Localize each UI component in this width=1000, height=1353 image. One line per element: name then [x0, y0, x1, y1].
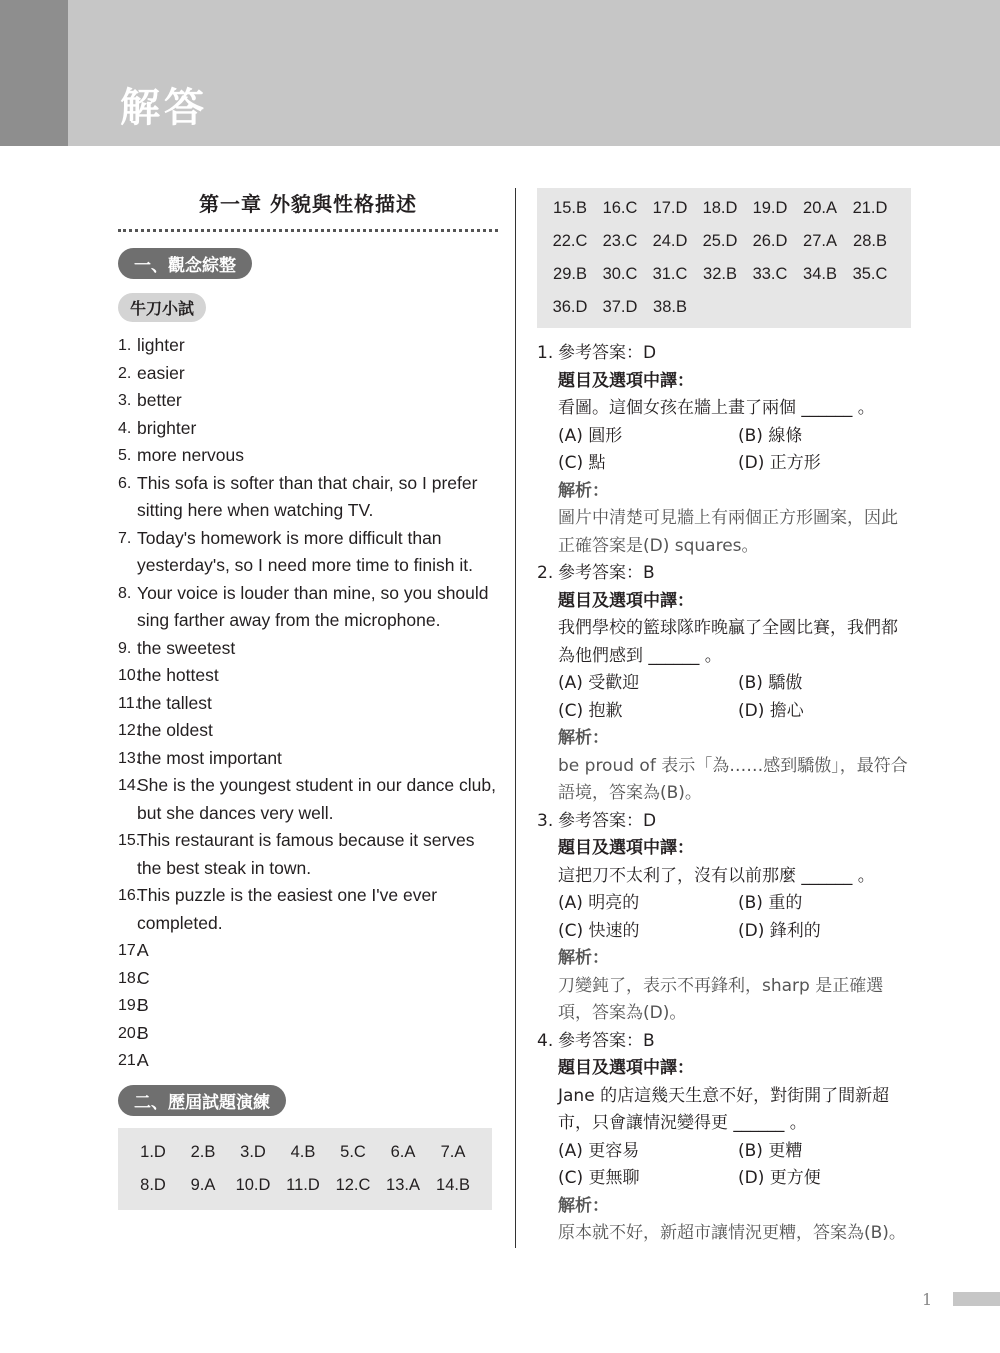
question-number: 3. — [537, 810, 554, 831]
option: (D) 擔心 — [738, 700, 804, 721]
past-answer-cell: 5.C — [340, 1142, 366, 1161]
past-answer-cell: 24.D — [652, 232, 688, 250]
answer-item — [118, 470, 498, 525]
answer-number: 15. — [118, 832, 141, 849]
page-title: 解答 — [120, 85, 208, 131]
answer-item — [118, 827, 498, 882]
explanation-label: 解析： — [558, 948, 609, 968]
past-answer-cell: 31.C — [652, 265, 688, 283]
option: (A) 受歡迎 — [558, 673, 640, 693]
answer-text: This puzzle is the easiest one I've ever completed. — [137, 885, 438, 933]
past-answer-cell: 22.C — [552, 232, 588, 250]
answer-item — [118, 937, 498, 965]
option: (C) 快速的 — [558, 920, 640, 941]
past-answer-cell: 13.A — [386, 1175, 420, 1194]
answer-line: 參考答案：B — [558, 563, 655, 583]
explanation-label: 解析： — [558, 480, 609, 501]
option: (B) 線條 — [738, 425, 803, 446]
option: (C) 更無聊 — [558, 1168, 640, 1188]
answer-text: the oldest — [137, 720, 213, 740]
translation-label: 題目及選項中譯： — [558, 1058, 694, 1078]
answer-item — [118, 415, 498, 443]
question-number: 4. — [537, 1030, 554, 1051]
explanation-text: 原本就不好，新超市讓情況更糟，答案為(B)。 — [558, 1223, 906, 1243]
answer-text: C — [137, 967, 150, 988]
answer-item — [118, 332, 498, 360]
answer-text: Today's homework is more difficult than yesterday's, so I need more time to finish it. — [137, 527, 473, 575]
question-block — [537, 808, 912, 1028]
answer-text: B — [137, 1022, 149, 1043]
section-1-label: 一、觀念綜整 — [118, 248, 252, 279]
past-answer-cell: 14.B — [436, 1175, 470, 1194]
answer-text: A — [137, 940, 149, 960]
past-answer-cell: 35.C — [852, 265, 888, 283]
header-tab — [0, 0, 68, 146]
option: (C) 點 — [558, 453, 606, 473]
option: (B) 重的 — [738, 893, 803, 913]
question-translation: 看圖。這個女孩在牆上畫了兩個 ______ 。 — [558, 398, 875, 418]
answer-number: 8. — [118, 584, 132, 602]
answer-item — [118, 690, 498, 718]
answer-item — [118, 745, 498, 773]
option: (D) 正方形 — [738, 453, 821, 473]
past-answer-cell: 32.B — [703, 265, 737, 283]
past-answers-grid-right — [537, 188, 911, 328]
chapter-title: 第一章 外貌與性格描述 — [199, 192, 417, 216]
answer-text: She is the youngest student in our dance club, but she dances very well. — [137, 775, 496, 823]
past-answer-cell: 1.D — [140, 1142, 166, 1161]
translation-label: 題目及選項中譯： — [558, 370, 694, 391]
answer-list — [118, 332, 498, 1075]
option: (D) 更方便 — [738, 1168, 821, 1188]
explanation-text: 圖片中清楚可見牆上有兩個正方形圖案，因此正確答案是(D) squares。 — [558, 508, 898, 556]
column-divider — [515, 188, 516, 1248]
question-translation: 這把刀不太利了，沒有以前那麼 ______ 。 — [558, 865, 875, 886]
answer-text: the hottest — [137, 665, 219, 685]
question-block — [537, 340, 912, 560]
left-column — [118, 180, 498, 1210]
answer-item — [118, 580, 498, 635]
answer-number: 18. — [118, 969, 141, 987]
option: (B) 更糟 — [738, 1140, 803, 1161]
answer-text: brighter — [137, 417, 197, 438]
question-block — [537, 560, 912, 808]
question-translation: 我們學校的籃球隊昨晚贏了全國比賽，我們都為他們感到 ______ 。 — [558, 618, 898, 666]
question-number: 1. — [537, 343, 554, 363]
answer-item — [118, 1020, 498, 1048]
past-answer-cell: 4.B — [290, 1142, 316, 1161]
answer-number: 4. — [118, 419, 132, 437]
past-answer-cell: 7.A — [440, 1142, 466, 1161]
answer-text: the sweetest — [137, 637, 236, 658]
answer-number: 3. — [118, 392, 132, 409]
answer-number: 5. — [118, 447, 132, 464]
past-answer-cell: 38.B — [653, 298, 687, 316]
explanation-text: 刀變鈍了，表示不再鋒利，sharp 是正確選項，答案為(D)。 — [558, 975, 884, 1023]
question-explanations — [537, 340, 912, 1248]
explanation-label: 解析： — [558, 728, 609, 748]
answer-text: lighter — [137, 335, 185, 355]
answer-text: the most important — [137, 747, 282, 768]
answer-item — [118, 717, 498, 745]
past-answer-cell: 37.D — [602, 298, 638, 316]
answer-text: This sofa is softer than that chair, so I prefer sitting here when watching TV. — [137, 472, 478, 520]
question-number: 2. — [537, 563, 554, 583]
answer-item — [118, 442, 498, 470]
answer-line: 參考答案：D — [558, 810, 657, 831]
answer-number: 19. — [118, 997, 141, 1014]
option: (C) 抱歉 — [558, 700, 623, 721]
answer-item — [118, 662, 498, 690]
past-answer-cell: 27.A — [803, 232, 837, 250]
answer-line: 參考答案：D — [558, 343, 657, 363]
answer-item — [118, 387, 498, 415]
answer-number: 12. — [118, 722, 141, 739]
past-answer-cell: 34.B — [803, 265, 837, 283]
answer-number: 11. — [118, 694, 140, 712]
explanation-text: be proud of 表示「為……感到驕傲」，最符合語境，答案為(B)。 — [558, 755, 908, 803]
section-2-label: 二、歷屆試題演練 — [118, 1085, 286, 1116]
explanation-label: 解析： — [558, 1195, 609, 1216]
answer-number: 6. — [118, 474, 132, 492]
past-answer-cell: 29.B — [553, 265, 587, 283]
right-column — [537, 188, 912, 1248]
answer-text: better — [137, 390, 182, 410]
answer-number: 13. — [118, 749, 141, 767]
past-answer-cell: 8.D — [140, 1175, 166, 1194]
past-answer-cell: 33.C — [752, 265, 788, 283]
answer-item — [118, 1047, 498, 1075]
answer-text: easier — [137, 362, 185, 383]
past-answer-cell: 20.A — [803, 199, 837, 217]
answer-number: 10. — [118, 667, 141, 684]
answer-number: 17. — [118, 942, 141, 959]
translation-label: 題目及選項中譯： — [558, 838, 694, 858]
answer-text: Your voice is louder than mine, so you should sing farther away from the microphone. — [137, 582, 489, 630]
question-translation: Jane 的店這幾天生意不好，對街開了間新超市，只會讓情況變得更 ______ 。 — [558, 1085, 890, 1133]
past-answer-cell: 25.D — [702, 232, 738, 250]
answer-text: the tallest — [137, 692, 212, 713]
answer-item — [118, 525, 498, 580]
past-answer-cell: 3.D — [240, 1142, 266, 1161]
past-answer-cell: 28.B — [853, 232, 887, 250]
past-answer-cell: 2.B — [190, 1142, 216, 1161]
past-answer-cell: 23.C — [602, 232, 638, 250]
past-answer-cell: 6.A — [390, 1142, 416, 1161]
past-answer-cell: 30.C — [602, 265, 638, 283]
past-answer-cell: 18.D — [702, 199, 738, 217]
option: (A) 更容易 — [558, 1140, 640, 1161]
answer-text: A — [137, 1050, 149, 1070]
answer-number: 14. — [118, 777, 141, 794]
past-answer-cell: 19.D — [752, 199, 788, 217]
answer-item — [118, 772, 498, 827]
past-answer-cell: 21.D — [852, 199, 888, 217]
answer-line: 參考答案：B — [558, 1030, 655, 1051]
past-answer-cell: 12.C — [335, 1175, 371, 1194]
page-number: 1 — [922, 1290, 933, 1309]
answer-item — [118, 992, 498, 1020]
answer-number: 16. — [118, 887, 141, 904]
option: (A) 明亮的 — [558, 893, 640, 913]
answer-text: more nervous — [137, 445, 244, 465]
option: (B) 驕傲 — [738, 673, 803, 693]
answer-number: 21. — [118, 1052, 141, 1069]
answer-number: 20. — [118, 1024, 141, 1042]
answer-item — [118, 635, 498, 663]
past-answer-cell: 11.D — [286, 1175, 320, 1194]
answer-number: 7. — [118, 529, 132, 547]
answer-number: 9. — [118, 639, 132, 657]
answer-number: 2. — [118, 364, 132, 382]
past-answer-cell: 36.D — [552, 298, 588, 316]
answer-item — [118, 882, 498, 937]
answer-text: This restaurant is famous because it serves the best steak in town. — [137, 830, 475, 878]
subsection-label: 牛刀小試 — [118, 293, 206, 322]
past-answer-cell: 26.D — [752, 232, 788, 250]
past-answer-cell: 15.B — [553, 199, 587, 217]
answer-item — [118, 965, 498, 993]
answer-text: B — [137, 995, 149, 1015]
answer-item — [118, 360, 498, 388]
dotted-divider — [118, 229, 498, 232]
page-number-bar — [953, 1292, 1000, 1306]
past-answer-cell: 16.C — [602, 199, 638, 217]
option: (A) 圓形 — [558, 425, 623, 446]
past-answer-cell: 10.D — [235, 1175, 271, 1194]
past-answers-grid-left — [118, 1128, 492, 1210]
option: (D) 鋒利的 — [738, 920, 821, 941]
translation-label: 題目及選項中譯： — [558, 590, 694, 611]
past-answer-cell: 17.D — [652, 199, 688, 217]
question-block — [537, 1028, 912, 1248]
answer-number: 1. — [118, 337, 132, 354]
past-answer-cell: 9.A — [190, 1175, 216, 1194]
